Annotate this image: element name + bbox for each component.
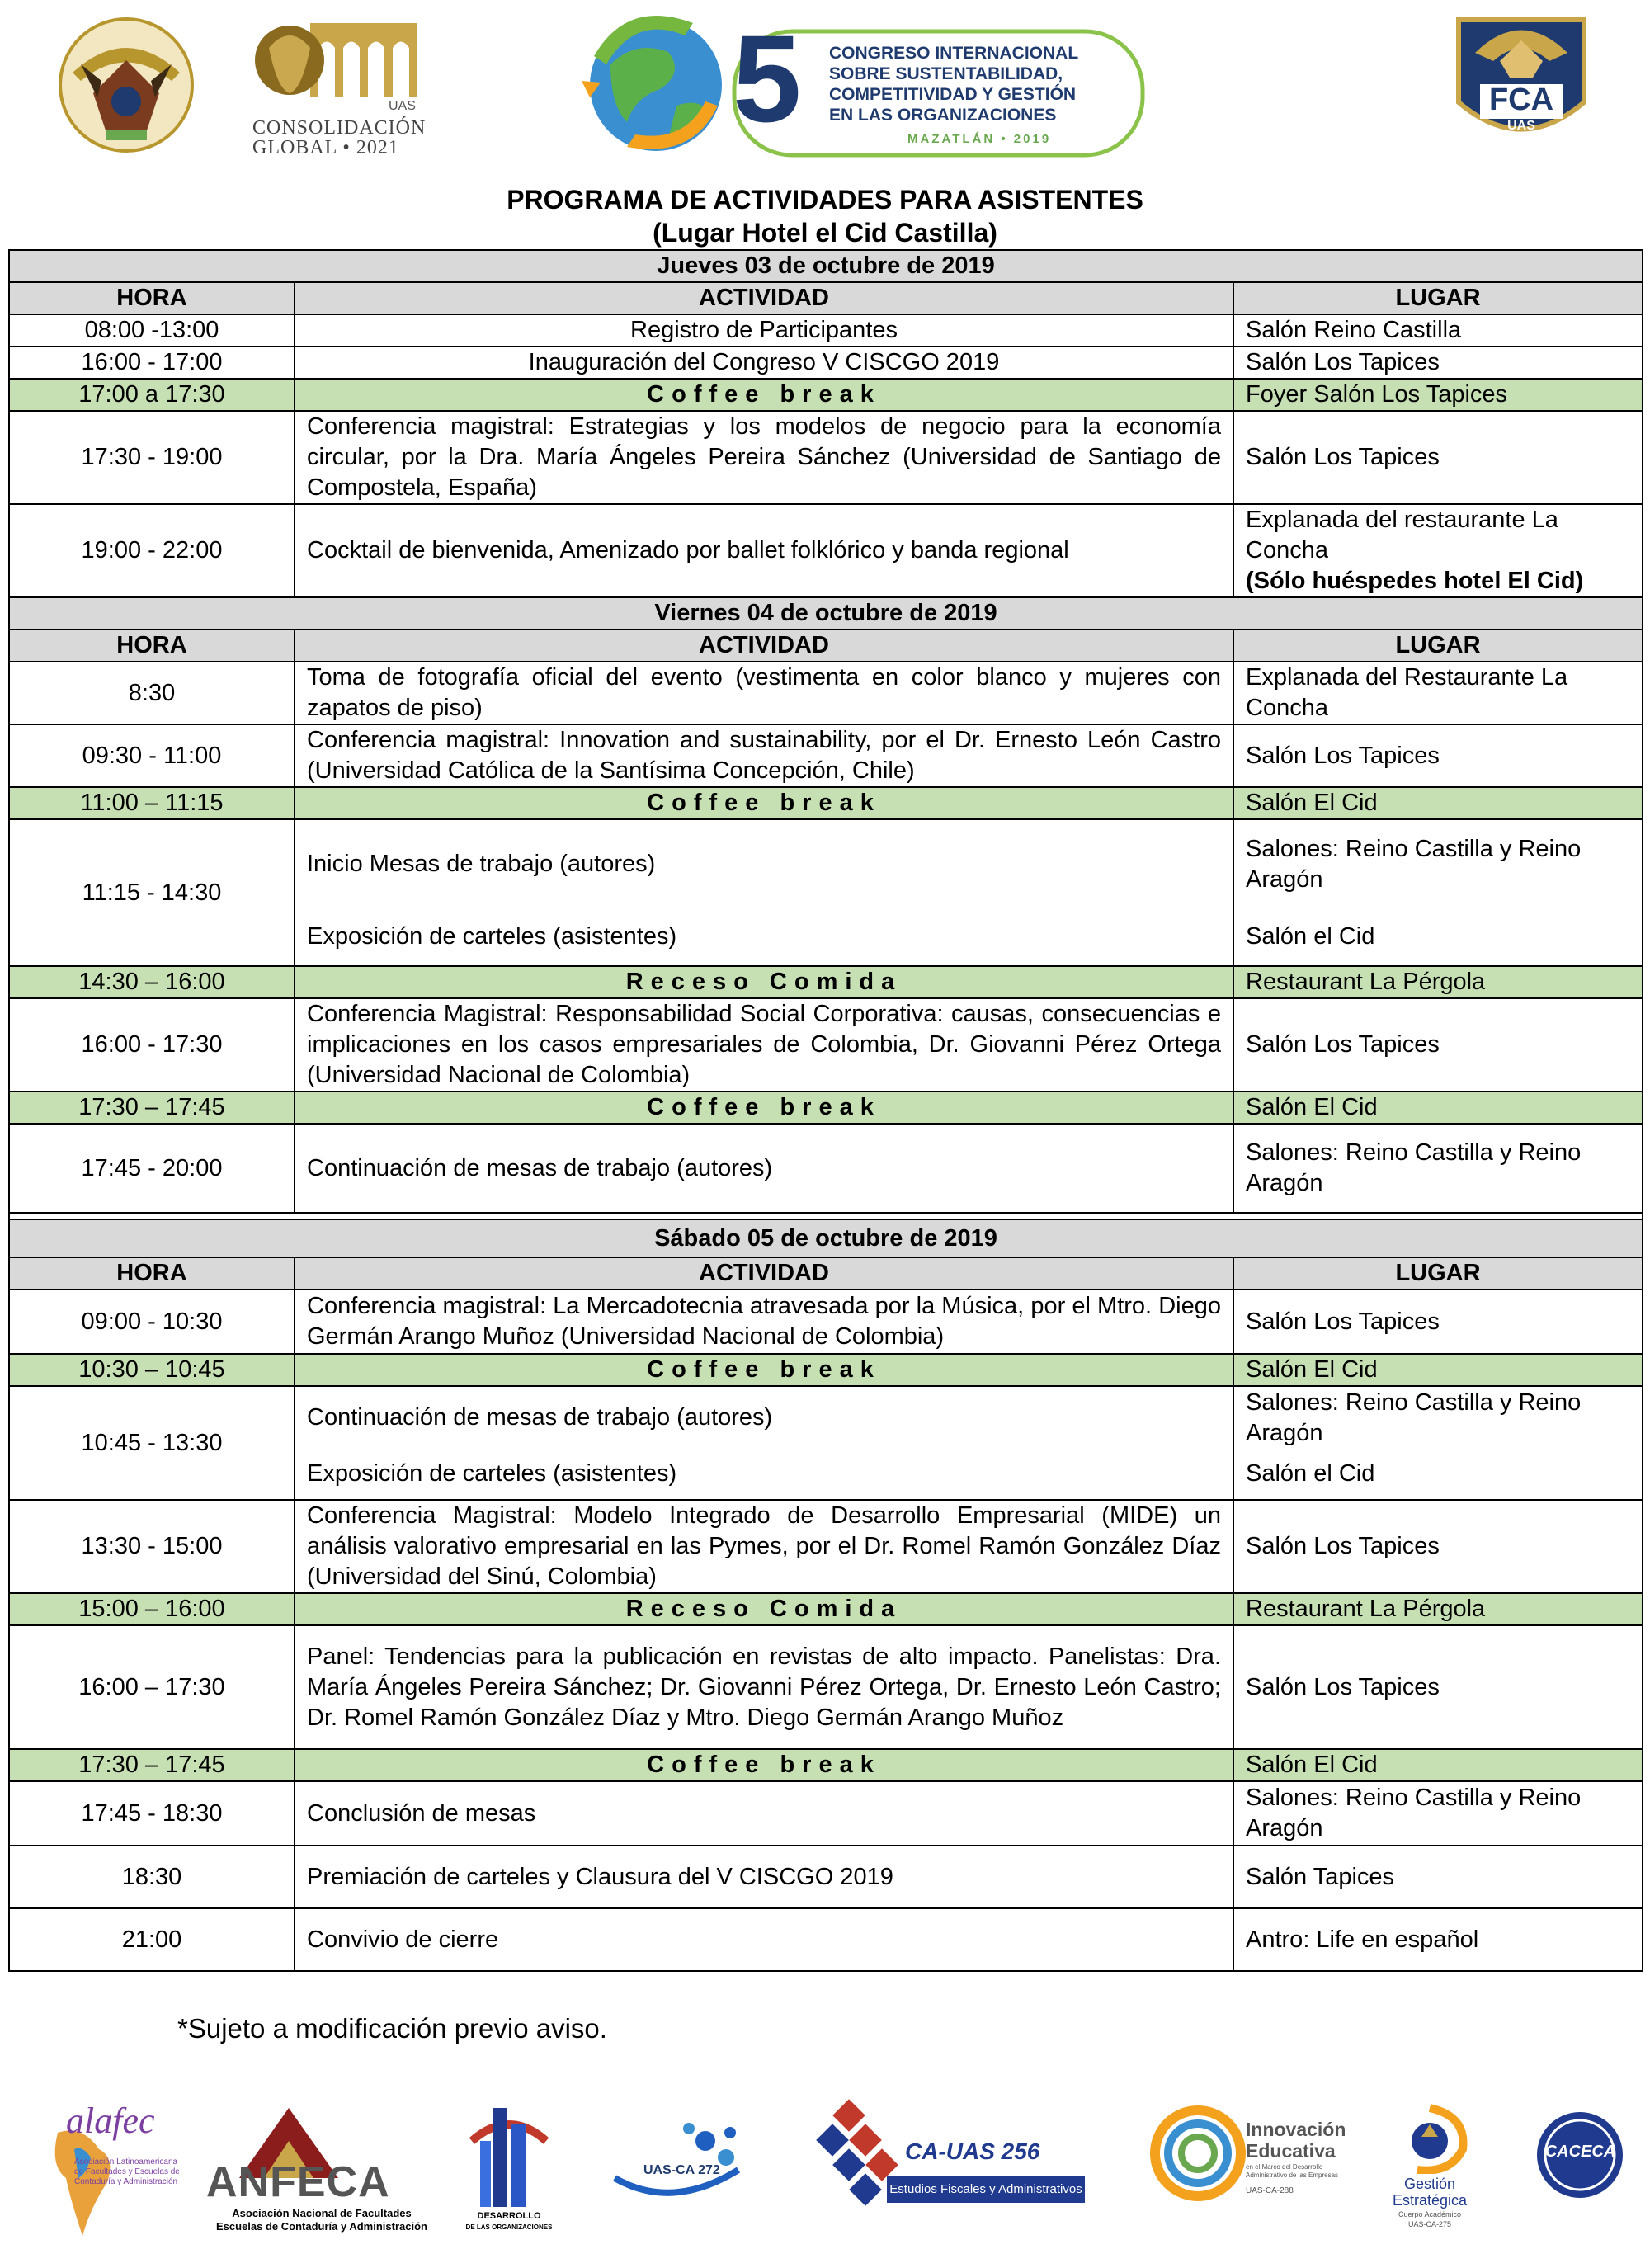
row-hora: 18:30 <box>9 1846 295 1908</box>
uas-ca-272-logo <box>606 2120 747 2219</box>
col-hora: HORA <box>9 1257 295 1290</box>
row-hora: 16:00 – 17:30 <box>9 1625 295 1749</box>
row-lugar: Salón El Cid <box>1233 1092 1643 1124</box>
row-actividad: Convivio de cierre <box>295 1908 1233 1971</box>
day-header-viernes <box>9 597 1643 629</box>
consolidacion-global-logo <box>244 15 427 158</box>
row-lugar: Salones: Reino Castilla y Reino Aragón <box>1233 1781 1643 1846</box>
row-lugar: Salón Tapices <box>1233 1846 1643 1908</box>
table-row <box>9 1625 1643 1749</box>
row-actividad: Coffee break <box>295 787 1233 819</box>
row-hora: 09:30 - 11:00 <box>9 724 295 787</box>
congreso-logo <box>578 7 1147 159</box>
row-lugar: Salón el Cid <box>1233 1449 1643 1500</box>
row-hora: 17:00 a 17:30 <box>9 379 295 411</box>
row-actividad: Coffee break <box>295 1092 1233 1124</box>
coffee-break-row <box>9 1749 1643 1781</box>
gestion-line1: Gestión <box>1403 2176 1456 2192</box>
row-hora: 17:30 – 17:45 <box>9 1749 295 1781</box>
innovacion-code: UAS-CA-288 <box>1246 2186 1294 2195</box>
row-actividad: Exposición de carteles (asistentes) <box>295 1449 1233 1500</box>
consolidacion-line2: GLOBAL • 2021 <box>252 137 399 158</box>
desarrollo-sub: DE LAS ORGANIZACIONES <box>465 2223 553 2231</box>
row-actividad: Conferencia magistral: Estrategias y los modelos de negocio para la economía circular, por la Dra. María Ángeles Pereira Sánchez (Universidad de Santiago de Compostela, España) <box>295 411 1233 504</box>
consolidacion-line1: CONSOLIDACIÓN <box>252 117 427 139</box>
title-line1: PROGRAMA DE ACTIVIDADES PARA ASISTENTES <box>507 185 1143 215</box>
table-row <box>9 724 1643 787</box>
row-lugar: Salón el Cid <box>1233 908 1643 966</box>
row-hora: 13:30 - 15:00 <box>9 1500 295 1593</box>
row-lugar: Antro: Life en español <box>1233 1908 1643 1971</box>
row-actividad: Conferencia Magistral: Responsabilidad Social Corporativa: causas, consecuencias e implicaciones en los casos empresariales de Colombia, Dr. Giovanni Pérez Ortega (Universidad Nacional de Colombia) <box>295 998 1233 1092</box>
row-hora: 17:45 - 18:30 <box>9 1781 295 1846</box>
row-actividad: Inicio Mesas de trabajo (autores) <box>295 819 1233 908</box>
row-actividad: Conferencia magistral: Innovation and sustainability, por el Dr. Ernesto León Castro (Universidad Católica de la Santísima Concepción, Chile) <box>295 724 1233 787</box>
day-header-jueves <box>9 250 1643 282</box>
row-lugar: Salones: Reino Castilla y Reino Aragón <box>1233 1386 1643 1449</box>
caceca-label: CACECA <box>1544 2143 1616 2161</box>
gestion-sub: Cuerpo Académico <box>1398 2210 1462 2218</box>
col-actividad: ACTIVIDAD <box>295 282 1233 314</box>
row-lugar: Salón El Cid <box>1233 787 1643 819</box>
row-hora: 10:30 – 10:45 <box>9 1354 295 1386</box>
row-lugar: Salón Reino Castilla <box>1233 314 1643 347</box>
row-lugar: Restaurant La Pérgola <box>1233 966 1643 998</box>
uas-seal-logo <box>56 15 196 155</box>
row-actividad: Premiación de carteles y Clausura del V CISCGO 2019 <box>295 1846 1233 1908</box>
program-title <box>0 183 1650 249</box>
row-lugar: Salón Los Tapices <box>1233 411 1643 504</box>
schedule-table <box>8 249 1643 1972</box>
congreso-line4: EN LAS ORGANIZACIONES <box>829 106 1057 125</box>
row-lugar: Salón El Cid <box>1233 1354 1643 1386</box>
gestion-line2: Estratégica <box>1392 2192 1468 2209</box>
row-actividad: Coffee break <box>295 1354 1233 1386</box>
day-label: Viernes 04 de octubre de 2019 <box>9 597 1643 629</box>
row-actividad: Continuación de mesas de trabajo (autores) <box>295 1124 1233 1213</box>
lugar-note: (Sólo huéspedes hotel El Cid) <box>1246 568 1584 594</box>
row-hora: 09:00 - 10:30 <box>9 1290 295 1354</box>
col-lugar: LUGAR <box>1233 282 1643 314</box>
row-lugar: Foyer Salón Los Tapices <box>1233 379 1643 411</box>
row-lugar <box>1233 504 1643 597</box>
row-hora: 14:30 – 16:00 <box>9 966 295 998</box>
anfeca-sub1: Asociación Nacional de Facultades <box>232 2207 412 2219</box>
fca-label: FCA <box>1488 83 1554 117</box>
column-header-row <box>9 1257 1643 1290</box>
col-lugar: LUGAR <box>1233 1257 1643 1290</box>
row-actividad: Coffee break <box>295 379 1233 411</box>
col-hora: HORA <box>9 629 295 662</box>
lugar-main: Explanada del restaurante La Concha <box>1246 507 1558 563</box>
table-row <box>9 504 1643 597</box>
desarrollo-label: DESARROLLO <box>477 2211 541 2221</box>
congreso-number: 5 <box>733 9 802 148</box>
row-actividad: Continuación de mesas de trabajo (autores) <box>295 1386 1233 1449</box>
table-row <box>9 1386 1643 1449</box>
row-hora: 19:00 - 22:00 <box>9 504 295 597</box>
row-hora: 17:45 - 20:00 <box>9 1124 295 1213</box>
row-hora: 8:30 <box>9 662 295 724</box>
ca-uas-256-logo <box>804 2096 1089 2228</box>
innovacion-educativa-logo <box>1148 2104 1355 2228</box>
col-lugar: LUGAR <box>1233 629 1643 662</box>
row-lugar: Explanada del Restaurante La Concha <box>1233 662 1643 724</box>
congreso-line2: SOBRE SUSTENTABILIDAD, <box>829 64 1063 83</box>
column-header-row <box>9 282 1643 314</box>
day-label: Jueves 03 de octubre de 2019 <box>9 250 1643 282</box>
row-hora: 15:00 – 16:00 <box>9 1593 295 1625</box>
coffee-break-row <box>9 1092 1643 1124</box>
row-actividad: Inauguración del Congreso V CISCGO 2019 <box>295 347 1233 379</box>
row-lugar: Salón Los Tapices <box>1233 1500 1643 1593</box>
footer-logos <box>0 2083 1650 2256</box>
row-actividad: Exposición de carteles (asistentes) <box>295 908 1233 966</box>
header-logos <box>0 0 1650 177</box>
table-row <box>9 662 1643 724</box>
innovacion-line2: Educativa <box>1246 2140 1336 2162</box>
day-label: Sábado 05 de octubre de 2019 <box>9 1219 1643 1257</box>
table-row <box>9 819 1643 908</box>
anfeca-logo <box>206 2100 437 2240</box>
row-hora: 11:15 - 14:30 <box>9 819 295 966</box>
alafec-label: alafec <box>66 2101 155 2141</box>
row-hora: 21:00 <box>9 1908 295 1971</box>
table-row <box>9 347 1643 379</box>
ca-uas-256-label: CA-UAS 256 <box>905 2138 1040 2164</box>
table-row <box>9 314 1643 347</box>
uas-ca-272-label: UAS-CA 272 <box>644 2163 720 2177</box>
row-actividad: Conferencia Magistral: Modelo Integrado de Desarrollo Empresarial (MIDE) un análisis valorativo empresarial en las Pymes, por el Dr. Romel Ramón González Díaz (Universidad del Sinú, Colombia) <box>295 1500 1233 1593</box>
anfeca-label: ANFECA <box>206 2158 390 2206</box>
alafec-sub: Asociación Latinoamericana de Facultades y Escuelas de Contaduría y Administración <box>74 2157 180 2186</box>
row-actividad: Conclusión de mesas <box>295 1781 1233 1846</box>
section-gap <box>9 1213 1643 1219</box>
row-lugar: Restaurant La Pérgola <box>1233 1593 1643 1625</box>
row-actividad: Coffee break <box>295 1749 1233 1781</box>
row-lugar: Salón Los Tapices <box>1233 1625 1643 1749</box>
innovacion-line1: Innovación <box>1246 2119 1346 2140</box>
fca-shield-logo <box>1450 12 1592 160</box>
table-row <box>9 1290 1643 1354</box>
row-lugar: Salón Los Tapices <box>1233 724 1643 787</box>
congreso-city: MAZATLÁN • 2019 <box>908 132 1052 146</box>
row-lugar: Salón Los Tapices <box>1233 1290 1643 1354</box>
row-actividad: Panel: Tendencias para la publicación en revistas de alto impacto. Panelistas: Dra. María Ángeles Pereira Sánchez; Dr. Giovanni Pérez Ortega, Dr. Ernesto León Castro; Dr. Romel Ramón González Díaz y Mtro. Diego Germán Arango Muñoz <box>295 1625 1233 1749</box>
row-lugar: Salones: Reino Castilla y Reino Aragón <box>1233 819 1643 908</box>
gestion-estrategica-logo <box>1384 2100 1475 2240</box>
coffee-break-row <box>9 1354 1643 1386</box>
row-lugar: Salón El Cid <box>1233 1749 1643 1781</box>
table-row <box>9 1781 1643 1846</box>
row-hora: 17:30 - 19:00 <box>9 411 295 504</box>
table-row <box>9 1124 1643 1213</box>
fca-sub: UAS <box>1507 119 1535 133</box>
row-actividad: Receso Comida <box>295 1593 1233 1625</box>
row-actividad: Toma de fotografía oficial del evento (vestimenta en color blanco y mujeres con zapatos de piso) <box>295 662 1233 724</box>
col-actividad: ACTIVIDAD <box>295 629 1233 662</box>
row-hora: 16:00 - 17:30 <box>9 998 295 1092</box>
desarrollo-organizaciones-logo <box>464 2091 554 2248</box>
caceca-logo <box>1533 2108 1628 2207</box>
row-actividad: Cocktail de bienvenida, Amenizado por ballet folklórico y banda regional <box>295 504 1233 597</box>
row-actividad: Receso Comida <box>295 966 1233 998</box>
table-row <box>9 1846 1643 1908</box>
row-actividad: Registro de Participantes <box>295 314 1233 347</box>
row-hora: 10:45 - 13:30 <box>9 1386 295 1500</box>
coffee-break-row <box>9 787 1643 819</box>
table-row <box>9 1500 1643 1593</box>
row-hora: 11:00 – 11:15 <box>9 787 295 819</box>
col-hora: HORA <box>9 282 295 314</box>
gestion-code: UAS-CA-275 <box>1407 2220 1452 2228</box>
congreso-line1: CONGRESO INTERNACIONAL <box>829 44 1079 63</box>
coffee-break-row <box>9 379 1643 411</box>
row-lugar: Salón Los Tapices <box>1233 347 1643 379</box>
row-actividad: Conferencia magistral: La Mercadotecnia atravesada por la Música, por el Mtro. Diego Germán Arango Muñoz (Universidad Nacional de Colombia) <box>295 1290 1233 1354</box>
congreso-line3: COMPETITIVIDAD Y GESTIÓN <box>829 85 1077 104</box>
alafec-logo <box>25 2100 182 2240</box>
anfeca-sub2: Escuelas de Contaduría y Administración <box>216 2220 427 2233</box>
ca-uas-256-sub: Estudios Fiscales y Administrativos <box>887 2176 1085 2203</box>
uas-tag: UAS <box>389 99 416 113</box>
col-actividad: ACTIVIDAD <box>295 1257 1233 1290</box>
footnote: *Sujeto a modificación previo aviso. <box>177 2013 607 2044</box>
table-row <box>9 411 1643 504</box>
row-lugar: Salón Los Tapices <box>1233 998 1643 1092</box>
title-line2: (Lugar Hotel el Cid Castilla) <box>653 218 997 248</box>
innovacion-sub: en el Marco del Desarrollo Administrativo de las Empresas <box>1246 2163 1339 2179</box>
row-hora: 16:00 - 17:00 <box>9 347 295 379</box>
day-header-sabado <box>9 1219 1643 1257</box>
table-row <box>9 1908 1643 1971</box>
table-row <box>9 998 1643 1092</box>
row-hora: 08:00 -13:00 <box>9 314 295 347</box>
receso-row <box>9 1593 1643 1625</box>
row-lugar: Salones: Reino Castilla y Reino Aragón <box>1233 1124 1643 1213</box>
receso-row <box>9 966 1643 998</box>
row-hora: 17:30 – 17:45 <box>9 1092 295 1124</box>
column-header-row <box>9 629 1643 662</box>
